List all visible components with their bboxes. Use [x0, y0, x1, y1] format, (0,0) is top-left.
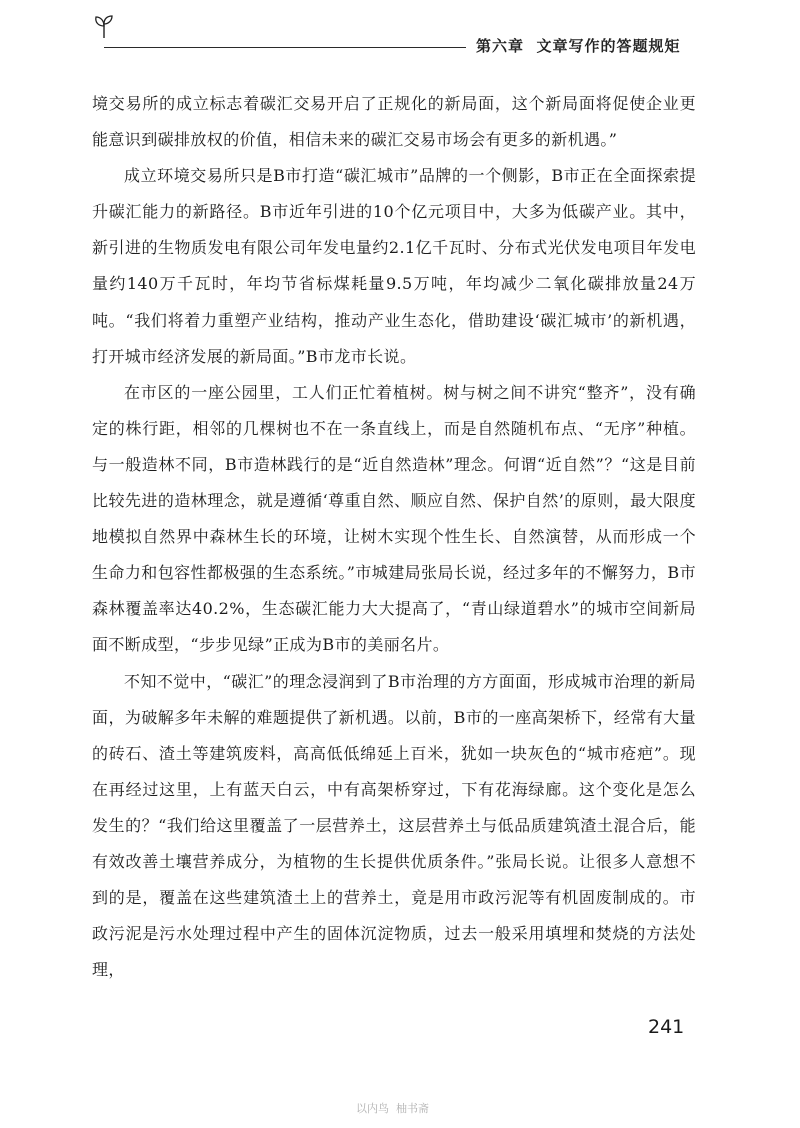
page-number: 241: [648, 1016, 685, 1038]
paragraph-4: 不知不觉中，“碳汇”的理念浸润到了B市治理的方方面面，形成城市治理的新局面，为破解多年未解的难题提供了新机遇。以前，B市的一座高架桥下，经常有大量的砖石、渣土等建筑废料，高高低低绵延上百米，犹如一块灰色的“城市疮疤”。现在再经过这里，上有蓝天白云，中有高架桥穿过，下有花海绿廊。这个变化是怎么发生的？“我们给这里覆盖了一层营养土，这层营养土与低品质建筑渣土混合后，能有效改善土壤营养成分，为植物的生长提供优质条件。”张局长说。让很多人意想不到的是，覆盖在这些建筑渣土上的营养土，竟是用市政污泥等有机固废制成的。市政污泥是污水处理过程中产生的固体沉淀物质，过去一般采用填埋和焚烧的方法处理，: [92, 671, 696, 980]
watermark: 以内鸟 柚书斋: [356, 1102, 429, 1115]
leaf-sprout-icon: [92, 14, 116, 40]
paragraph-3: 在市区的一座公园里，工人们正忙着植树。树与树之间不讲究“整齐”，没有确定的株行距，相邻的几棵树也不在一条直线上，而是自然随机布点、“无序”种植。与一般造林不同，B市造林践行的是“近自然造林”理念。何谓“近自然”？“这是目前比较先进的造林理念，就是遵循‘尊重自然、顺应自然、保护自然’的原则，最大限度地模拟自然界中森林生长的环境，让树木实现个性生长、自然演替，从而形成一个生命力和包容性都极强的生态系统。”市城建局张局长说，经过多年的不懈努力，B市森林覆盖率达40.2%，生态碳汇能力大大提高了，“青山绿道碧水”的城市空间新局面不断成型，“步步见绿”正成为B市的美丽名片。: [92, 382, 696, 655]
body-text: [92, 86, 696, 988]
paragraph-2: 成立环境交易所只是B市打造“碳汇城市”品牌的一个侧影，B市正在全面探索提升碳汇能力的新路径。B市近年引进的10个亿元项目中，大多为低碳产业。其中，新引进的生物质发电有限公司年发电量约2.1亿千瓦时、分布式光伏发电项目年发电量约140万千瓦时，年均节省标煤耗量9.5万吨，年均减少二氧化碳排放量24万吨。“我们将着力重塑产业结构，推动产业生态化，借助建设‘碳汇城市’的新机遇，打开城市经济发展的新局面。”B市龙市长说。: [92, 166, 696, 366]
paragraph-1: 境交易所的成立标志着碳汇交易开启了正规化的新局面，这个新局面将促使企业更能意识到碳排放权的价值，相信未来的碳汇交易市场会有更多的新机遇。”: [92, 94, 696, 150]
page-header: [92, 14, 712, 54]
chapter-title: 第六章 文章写作的答题规矩: [476, 37, 681, 55]
header-rule: [104, 47, 466, 48]
